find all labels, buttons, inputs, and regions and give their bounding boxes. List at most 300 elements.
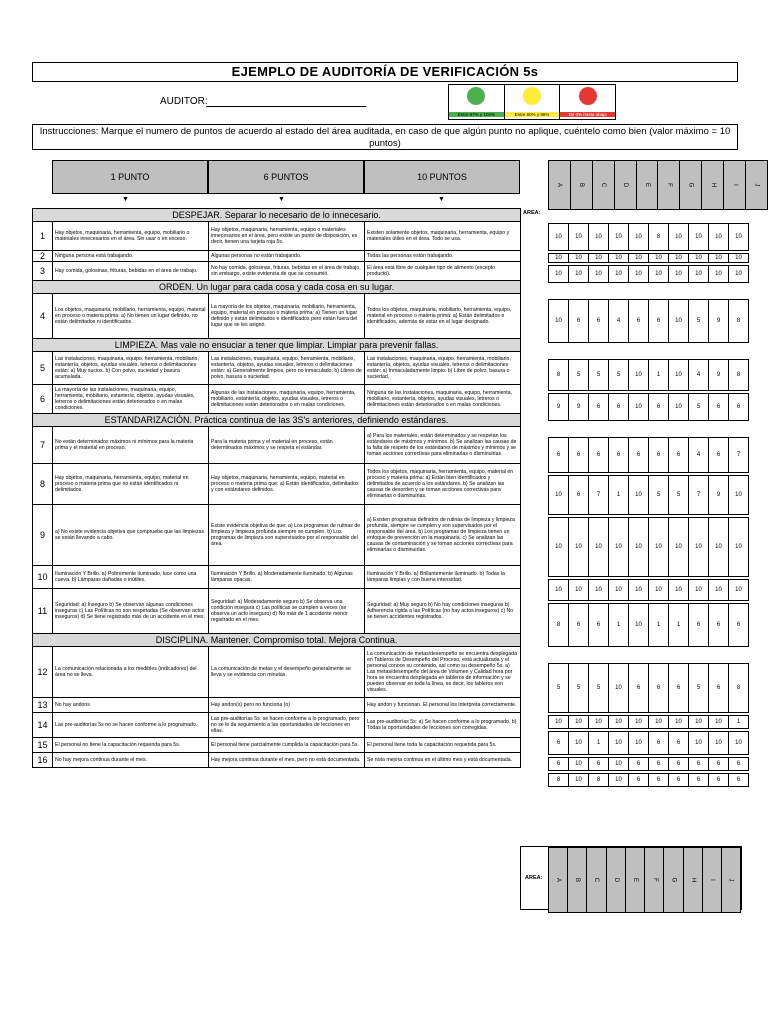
score-cell[interactable]: 6: [569, 438, 589, 473]
score-cell[interactable]: 10: [629, 360, 649, 391]
score-cell[interactable]: 10: [569, 518, 589, 577]
score-cell[interactable]: 6: [729, 758, 749, 771]
score-cell[interactable]: 5: [569, 664, 589, 713]
audit-row: [33, 262, 521, 281]
score-row: [548, 437, 749, 473]
score-cell[interactable]: 8: [729, 360, 749, 391]
score-cell[interactable]: 10: [669, 716, 689, 729]
audit-row: [33, 505, 521, 566]
score-cell[interactable]: 6: [629, 774, 649, 787]
score-row: [548, 757, 749, 771]
row-number: 7: [33, 427, 53, 464]
score-cell[interactable]: 10: [729, 476, 749, 515]
audit-row: [33, 222, 521, 251]
area-column-f: [645, 848, 664, 913]
area-letter: F: [665, 183, 672, 187]
score-cell[interactable]: 9: [709, 360, 729, 391]
score-cell[interactable]: 9: [569, 394, 589, 421]
score-cell[interactable]: 8: [589, 774, 609, 787]
arrow-down-icon: ▼: [122, 196, 129, 203]
arrow-down-icon: ▼: [438, 196, 445, 203]
area-label: AREA:: [523, 210, 541, 216]
score-cell[interactable]: 10: [729, 266, 749, 283]
score-cell[interactable]: 8: [549, 360, 569, 391]
score-cell[interactable]: 4: [609, 300, 629, 343]
score-cell[interactable]: 6: [569, 300, 589, 343]
criteria-c2: Hay mejora continua durante el mes, pero no está documentada.: [209, 753, 365, 768]
criteria-c2: Seguridad: a) Moderadamente seguro b) Se observa una condición insegura c) Las políticas se cumplen a veces (se observa un acto inseguro) d) No más de 1 accidente menor registrado en el mes.: [209, 589, 365, 634]
section-title: DISCIPLINA. Mantener. Compromiso total. Mejora Continua.: [33, 634, 521, 647]
score-cell[interactable]: 5: [549, 664, 569, 713]
score-cell[interactable]: 6: [589, 394, 609, 421]
score-cell[interactable]: 10: [629, 580, 649, 601]
criteria-c2: La mayoría de los objetos, maquinaria, mobiliario, herramienta, equipo, material en proceso o materia prima: a) Tienen un lugar definido y están delimitados e identificados pero están fuera del lugar que se les asignó.: [209, 294, 365, 339]
area-column-d: [606, 848, 625, 913]
score-row: [548, 475, 749, 515]
score-cell[interactable]: 4: [689, 438, 709, 473]
score-cell[interactable]: 6: [649, 394, 669, 421]
area-letter: H: [689, 877, 696, 883]
score-row: [548, 517, 749, 577]
score-cell[interactable]: 6: [709, 758, 729, 771]
score-cell[interactable]: 10: [549, 476, 569, 515]
score-cell[interactable]: 6: [629, 758, 649, 771]
section-title: ORDEN. Un lugar para cada cosa y cada cosa en su lugar.: [33, 281, 521, 294]
row-number: 5: [33, 352, 53, 385]
score-cell[interactable]: 6: [629, 300, 649, 343]
score-cell[interactable]: 10: [689, 732, 709, 755]
audit-row: [33, 698, 521, 713]
criteria-c1: No hay mejora continua durante el mes.: [53, 753, 209, 768]
criteria-c1: El personal no tiene la capacitación requerida para 5s.: [53, 738, 209, 753]
score-cell[interactable]: 6: [549, 732, 569, 755]
score-cell[interactable]: 10: [649, 266, 669, 283]
score-cell[interactable]: 10: [629, 224, 649, 251]
score-cell[interactable]: 5: [669, 476, 689, 515]
score-cell[interactable]: 5: [589, 664, 609, 713]
score-cell[interactable]: 10: [569, 774, 589, 787]
score-cell[interactable]: 10: [549, 224, 569, 251]
section-title: ESTANDARIZACIÓN. Práctica continua de las 3S's anteriores, definiendo estándares.: [33, 414, 521, 427]
score-cell[interactable]: 6: [709, 774, 729, 787]
score-cell[interactable]: 6: [649, 300, 669, 343]
audit-row: [33, 647, 521, 698]
score-cell[interactable]: 10: [609, 774, 629, 787]
score-cell[interactable]: 10: [709, 732, 729, 755]
score-cell[interactable]: 8: [549, 604, 569, 647]
row-number: 9: [33, 505, 53, 566]
row-number: 16: [33, 753, 53, 768]
audit-row: [33, 566, 521, 589]
score-cell[interactable]: 10: [709, 716, 729, 729]
criteria-c1: Seguridad: a) Inseguro b) Se observan algunas condiciones inseguras c) Las Políticas no son respetadas (Se observan actos inseguros) d) Se tiene registrado más de un accidente en el mes.: [53, 589, 209, 634]
score-cell[interactable]: 10: [589, 518, 609, 577]
score-row: [548, 603, 749, 647]
criteria-c1: Ninguna persona está trabajando.: [53, 251, 209, 262]
score-cell[interactable]: 5: [689, 300, 709, 343]
criteria-c2: Hay objetos, maquinaria, herramienta, equipo o materiales innecesarios en el área, pero existe un punto de disposición, es decir, tienen una tarjeta roja 5s.: [209, 222, 365, 251]
score-cell[interactable]: 8: [549, 774, 569, 787]
criteria-c3: Todas las personas están trabajando.: [365, 251, 521, 262]
criteria-c3: Existen solamente objetos, maquinaria, herramienta, equipo y materiales útiles en el área. Todo se usa.: [365, 222, 521, 251]
score-cell[interactable]: 10: [689, 254, 709, 263]
criteria-c3: Hay andon y funcionan. El personal los interpreta correctamente.: [365, 698, 521, 713]
auditor-label: AUDITOR:: [160, 96, 208, 107]
score-cell[interactable]: 6: [689, 774, 709, 787]
row-number: 10: [33, 566, 53, 589]
audit-row: [33, 738, 521, 753]
audit-row: [33, 352, 521, 385]
score-cell[interactable]: 10: [629, 394, 649, 421]
criteria-c2: Algunas de las instalaciones, maquinaria, equipo, herramienta, mobiliario, estantería, objetos, ayudas visuales, letreros o delimitaciones están deteriorados o en malas condiciones.: [209, 385, 365, 414]
score-cell[interactable]: 10: [609, 254, 629, 263]
score-cell[interactable]: 10: [709, 580, 729, 601]
area-letter: J: [753, 183, 760, 187]
score-cell[interactable]: 10: [669, 300, 689, 343]
score-row: [548, 299, 749, 343]
criteria-c2: No hay comida, golosinas, frituras, bebidas en el área de trabajo, sin embargo, existe evidencia de que se consumió.: [209, 262, 365, 281]
area-letter: E: [644, 182, 651, 188]
area-column-e: [636, 161, 658, 210]
area-letter: B: [574, 877, 581, 883]
audit-row: [33, 713, 521, 738]
area-column-j: [746, 161, 768, 210]
score-cell[interactable]: 10: [629, 254, 649, 263]
score-cell[interactable]: 10: [729, 224, 749, 251]
criteria-c3: a) Existen programas definidos de rutinas de limpieza y limpieza profunda, siempre se cumplen y son supervisados por el responsable del área. b) Los programas de limpieza tienen un enfoque de prevención en la maquinaria. c) Se analizan las causas de contaminación y se toman acciones correctivas para eliminarlas o disminuirlas.: [365, 505, 521, 566]
score-cell[interactable]: 10: [609, 224, 629, 251]
area-column-g: [680, 161, 702, 210]
score-cell[interactable]: 10: [669, 580, 689, 601]
score-cell[interactable]: 6: [669, 438, 689, 473]
area-column-f: [658, 161, 680, 210]
score-cell[interactable]: 6: [629, 438, 649, 473]
score-cell[interactable]: 10: [709, 266, 729, 283]
score-cell[interactable]: 10: [629, 732, 649, 755]
criteria-c1: La mayoría de las instalaciones, maquinaria, equipo, herramienta, mobiliario, estantería, objetos, ayudas visuales, letreros o delimitaciones están deteriorados o en malas condiciones.: [53, 385, 209, 414]
criteria-c2: Hay objetos, maquinaria, herramienta, equipo, material en proceso o materia prima que: a) Están identificados, delimitados y con estándares definidos.: [209, 464, 365, 505]
area-column-b: [568, 848, 587, 913]
score-cell[interactable]: 10: [569, 224, 589, 251]
score-cell[interactable]: 6: [629, 664, 649, 713]
score-cell[interactable]: 6: [689, 604, 709, 647]
score-cell[interactable]: 10: [649, 580, 669, 601]
score-cell[interactable]: 10: [589, 266, 609, 283]
area-letter: D: [612, 877, 619, 883]
score-cell[interactable]: 9: [549, 394, 569, 421]
criteria-c3: Seguridad: a) Muy seguro b) No hay condiciones inseguras b) Adherencia rígida a las Políticas (no hay actos inseguros) c) No se tienen accidentes registrados.: [365, 589, 521, 634]
criteria-c3: Se nota mejora continua en el último mes y está documentada.: [365, 753, 521, 768]
score-cell[interactable]: 1: [609, 476, 629, 515]
score-cell[interactable]: 6: [709, 394, 729, 421]
section-header: [33, 281, 521, 294]
score-cell[interactable]: 1: [649, 360, 669, 391]
score-cell[interactable]: 1: [589, 732, 609, 755]
criteria-c1: No están determinados máximos ni mínimos para la materia prima y el material en proceso.: [53, 427, 209, 464]
score-cell[interactable]: 10: [629, 476, 649, 515]
score-cell[interactable]: 10: [609, 518, 629, 577]
score-cell[interactable]: 10: [609, 664, 629, 713]
area-letter: G: [670, 877, 677, 883]
score-cell[interactable]: 10: [589, 254, 609, 263]
score-cell[interactable]: 7: [589, 476, 609, 515]
criteria-c1: Hay objetos, maquinaria, herramienta, equipo, mobiliario o materiales innecesarios en el área. Sin usar o en exceso.: [53, 222, 209, 251]
score-cell[interactable]: 10: [629, 604, 649, 647]
score-cell[interactable]: 10: [669, 254, 689, 263]
area-letter: C: [593, 877, 600, 883]
score-row: [548, 773, 749, 787]
score-cell[interactable]: 6: [609, 394, 629, 421]
score-cell[interactable]: 10: [609, 580, 629, 601]
score-cell[interactable]: 10: [649, 518, 669, 577]
score-cell[interactable]: 6: [589, 758, 609, 771]
score-cell[interactable]: 10: [709, 224, 729, 251]
score-cell[interactable]: 4: [689, 360, 709, 391]
score-cell[interactable]: 10: [689, 518, 709, 577]
score-cell[interactable]: 6: [569, 604, 589, 647]
score-cell[interactable]: 10: [689, 224, 709, 251]
area-column-b: [570, 161, 592, 210]
score-cell[interactable]: 10: [569, 716, 589, 729]
score-cell[interactable]: 10: [609, 266, 629, 283]
score-cell[interactable]: 10: [709, 518, 729, 577]
score-cell[interactable]: 6: [729, 394, 749, 421]
score-cell[interactable]: 10: [569, 266, 589, 283]
criteria-c2: Las instalaciones, maquinaria, equipo, herramienta, mobiliario, estantería, objetos, ayudas visuales, letreros o delimitaciones están: a) Generalmente limpios, pero no inmaculado. b) Libres de polvo, basura o suciedad.: [209, 352, 365, 385]
score-cell[interactable]: 7: [689, 476, 709, 515]
score-cell[interactable]: 9: [709, 476, 729, 515]
criteria-c2: Algunas personas no están trabajando.: [209, 251, 365, 262]
criteria-c2: Hay andon(s) pero no funciona (n): [209, 698, 365, 713]
score-cell[interactable]: 10: [609, 732, 629, 755]
criteria-c3: Todos los objetos, maquinaria, mobiliario, herramienta, equipo, material en proceso o materia prima: a) Están delimitados e identificados, además de estar en el lugar designado.: [365, 294, 521, 339]
score-cell[interactable]: 6: [669, 758, 689, 771]
score-cell[interactable]: 10: [669, 266, 689, 283]
score-cell[interactable]: 5: [689, 394, 709, 421]
score-cell[interactable]: 10: [669, 518, 689, 577]
score-cell[interactable]: 6: [589, 438, 609, 473]
criteria-c3: a) Para los materiales, están determinados y se respetan los estándares de máximos y mínimos. b) Se analizan las causas de la falta de respeto de los estándares de máximos y mínimos y se toman acciones correctivas para eliminarlas o disminuirlas.: [365, 427, 521, 464]
score-cell[interactable]: 10: [729, 732, 749, 755]
score-cell[interactable]: 7: [729, 438, 749, 473]
score-cell[interactable]: 10: [549, 254, 569, 263]
area-column-g: [664, 848, 683, 913]
criteria-c3: Las instalaciones, maquinaria, equipo, herramienta, mobiliario, estantería, objetos, ayudas visuales, letreros o delimitaciones están: a) Inmaculadamente limpio. b) Libre de polvo, basura o suciedad.: [365, 352, 521, 385]
auditor-input-line[interactable]: [206, 106, 366, 107]
score-cell[interactable]: 6: [669, 774, 689, 787]
score-cell[interactable]: 10: [549, 518, 569, 577]
legend-red: De 0% hasta abajo: [560, 85, 615, 119]
score-row: [548, 731, 749, 755]
score-cell[interactable]: 10: [689, 716, 709, 729]
score-cell[interactable]: 1: [669, 604, 689, 647]
area-letter: G: [687, 182, 694, 188]
bottom-area-row: [520, 846, 742, 910]
criteria-c1: Las instalaciones, maquinaria, equipo, herramienta, mobiliario, estantería, objetos, ayudas visuales, letreros o delimitaciones están: a) Muy sucios. b) Con polvo, suciedad y basura acumulada.: [53, 352, 209, 385]
area-letter: D: [622, 182, 629, 188]
score-row: [548, 265, 749, 283]
score-cell[interactable]: 8: [649, 224, 669, 251]
score-row: [548, 715, 749, 729]
score-cell[interactable]: 10: [549, 300, 569, 343]
legend-green: Entre 87% y 100%: [449, 85, 505, 119]
score-row: [548, 393, 749, 421]
arrow-down-icon: ▼: [278, 196, 285, 203]
area-letter: H: [709, 182, 716, 188]
score-cell[interactable]: 10: [669, 224, 689, 251]
score-cell[interactable]: 10: [569, 732, 589, 755]
criteria-c1: Los objetos, maquinaria, mobiliario, herramienta, equipo, material en proceso o materia prima: a) No tienen un lugar definido, no están delimitados ni identificados.: [53, 294, 209, 339]
score-cell[interactable]: 6: [649, 758, 669, 771]
score-cell[interactable]: 5: [589, 360, 609, 391]
score-cell[interactable]: 6: [709, 664, 729, 713]
score-cell[interactable]: 6: [709, 604, 729, 647]
score-cell[interactable]: 10: [729, 580, 749, 601]
score-cell[interactable]: 10: [729, 518, 749, 577]
section-title: LIMPIEZA. Mas vale no ensuciar a tener que limpiar. Limpiar para prevenir fallas.: [33, 339, 521, 352]
score-cell[interactable]: 6: [609, 438, 629, 473]
score-cell[interactable]: 6: [589, 604, 609, 647]
score-cell[interactable]: 10: [549, 266, 569, 283]
criteria-c3: El personal tiene toda la capacitación requerida para 5s.: [365, 738, 521, 753]
score-cell[interactable]: 6: [669, 732, 689, 755]
area-letter: C: [600, 182, 607, 188]
criteria-c3: Las pre-auditorías 5s: a) Se hacen conforme a lo programado. b) Todas la oportunidades de lecciones son corregidas.: [365, 713, 521, 738]
score-cell[interactable]: 6: [649, 438, 669, 473]
score-cell[interactable]: 1: [649, 604, 669, 647]
score-cell[interactable]: 10: [629, 518, 649, 577]
area-column-e: [626, 848, 645, 913]
criteria-c2: La comunicación de metas y el desempeño generalmente se lleva y se evidencia con minutas.: [209, 647, 365, 698]
criteria-c3: El área está libre de cualquier tipo de alimento (excepto producto).: [365, 262, 521, 281]
score-cell[interactable]: 10: [569, 580, 589, 601]
area-column-i: [724, 161, 746, 210]
score-cell[interactable]: 10: [589, 580, 609, 601]
score-cell[interactable]: 10: [689, 580, 709, 601]
score-cell[interactable]: 1: [729, 716, 749, 729]
audit-row: [33, 427, 521, 464]
score-cell[interactable]: 10: [589, 716, 609, 729]
score-cell[interactable]: 10: [709, 254, 729, 263]
audit-row: [33, 251, 521, 262]
score-legend: [448, 84, 616, 120]
row-number: 6: [33, 385, 53, 414]
score-cell[interactable]: 1: [609, 604, 629, 647]
audit-row: [33, 753, 521, 768]
score-cell[interactable]: 6: [569, 476, 589, 515]
score-cell[interactable]: 10: [669, 360, 689, 391]
criteria-c1: No hay andons: [53, 698, 209, 713]
header-10-puntos: 10 PUNTOS: [364, 160, 520, 194]
area-column-headers: [548, 160, 768, 210]
score-cell[interactable]: 8: [729, 664, 749, 713]
score-cell[interactable]: 10: [689, 266, 709, 283]
criteria-c1: a) No existe evidencia objetiva que compruebe que las limpiezas se están llevando a cabo.: [53, 505, 209, 566]
criteria-c1: Hay objetos, maquinaria, herramienta, equipo, material en proceso o materia prima que no están identificados ni delimitados.: [53, 464, 209, 505]
score-cell[interactable]: 10: [649, 716, 669, 729]
score-cell[interactable]: 6: [649, 774, 669, 787]
legend-yellow: Entre 60% y 86%: [505, 85, 561, 119]
score-cell[interactable]: 10: [609, 758, 629, 771]
row-number: 13: [33, 698, 53, 713]
area-column-h: [702, 161, 724, 210]
score-row: [548, 663, 749, 713]
score-cell[interactable]: 10: [629, 266, 649, 283]
score-cell[interactable]: 10: [669, 394, 689, 421]
score-cell[interactable]: 10: [589, 224, 609, 251]
audit-row: [33, 464, 521, 505]
criteria-c2: Las pre-auditorías 5s: se hacen conforme a lo programado, pero no se le da seguimiento a las oportunidades de lecciones en ellas.: [209, 713, 365, 738]
area-column-c: [587, 848, 606, 913]
score-cell[interactable]: 6: [729, 604, 749, 647]
score-cell[interactable]: 10: [649, 254, 669, 263]
score-cell[interactable]: 6: [549, 438, 569, 473]
score-row: [548, 579, 749, 601]
score-cell[interactable]: 5: [689, 664, 709, 713]
area-column-j: [721, 848, 740, 913]
score-cell[interactable]: 6: [669, 664, 689, 713]
audit-row: [33, 294, 521, 339]
page-title: EJEMPLO DE AUDITORÍA DE VERIFICACIÓN 5s: [32, 62, 738, 82]
score-cell[interactable]: 5: [649, 476, 669, 515]
header-6-puntos: 6 PUNTOS: [208, 160, 364, 194]
row-number: 4: [33, 294, 53, 339]
criteria-c2: Iluminación Y Brillo. a) Moderadamente iluminado. b) Algunas lámparas opacas.: [209, 566, 365, 589]
area-column-i: [703, 848, 722, 913]
area-letter: A: [555, 877, 562, 883]
score-cell[interactable]: 6: [649, 732, 669, 755]
criteria-c3: La comunicación de metas/desempeño se encuentra desplegada en Tableros de Desempeño del Proceso, está actualizada y el personal conoce su contenido, así como su desempeño 5s. a) Las metas/desempeño del área de Volumen y Calidad hora por hora se encuentra desplegada en tableros de información y se pueden observar en toda la línea, es decir, los tableros son visuales.: [365, 647, 521, 698]
score-cell[interactable]: 10: [569, 254, 589, 263]
row-number: 12: [33, 647, 53, 698]
area-letter: I: [709, 879, 716, 881]
section-title: DESPEJAR. Separar lo necesario de lo innecesario.: [33, 209, 521, 222]
score-cell[interactable]: 10: [549, 716, 569, 729]
score-cell[interactable]: 10: [729, 254, 749, 263]
score-cell[interactable]: 10: [629, 716, 649, 729]
score-cell[interactable]: 5: [569, 360, 589, 391]
score-row: [548, 359, 749, 391]
audit-row: [33, 385, 521, 414]
score-cell[interactable]: 10: [609, 716, 629, 729]
instructions: Instrucciones: Marque el numero de puntos de acuerdo al estado del área auditada, en caso de que algún punto no aplique, cuéntelo como bien (valor máximo = 10 puntos): [32, 124, 738, 150]
area-letter: B: [578, 182, 585, 188]
row-number: 3: [33, 262, 53, 281]
row-number: 8: [33, 464, 53, 505]
criteria-c2: Existe evidencia objetiva de que: a) Los programas de rutinas de limpieza y limpieza profunda siempre se cumplen. b) Los programas de limpieza son supervisados por el responsable del área.: [209, 505, 365, 566]
score-cell[interactable]: 6: [689, 758, 709, 771]
score-cell[interactable]: 5: [609, 360, 629, 391]
score-cell[interactable]: 6: [549, 758, 569, 771]
audit-row: [33, 589, 521, 634]
criteria-c1: Iluminación Y Brillo. a) Pobremente iluminado, luce como una cueva. b) Lámparas dañadas o inútiles.: [53, 566, 209, 589]
area-column-d: [614, 161, 636, 210]
area-letter: A: [556, 182, 563, 188]
criteria-c3: Ninguna de las instalaciones, maquinaria, equipo, herramienta, mobiliario, estantería, objetos, ayudas visuales, letreros o delimitaciones están deteriorados o en malas condiciones.: [365, 385, 521, 414]
criteria-c2: El personal tiene parcialmente cumplida la capacitación para 5s.: [209, 738, 365, 753]
score-cell[interactable]: 6: [589, 300, 609, 343]
score-cell[interactable]: 8: [729, 300, 749, 343]
section-header: [33, 634, 521, 647]
score-cell[interactable]: 10: [549, 580, 569, 601]
score-cell[interactable]: 6: [709, 438, 729, 473]
row-number: 11: [33, 589, 53, 634]
area-letter: J: [727, 878, 734, 882]
score-cell[interactable]: 9: [709, 300, 729, 343]
score-cell[interactable]: 6: [649, 664, 669, 713]
score-cell[interactable]: 10: [569, 758, 589, 771]
score-cell[interactable]: 6: [729, 774, 749, 787]
